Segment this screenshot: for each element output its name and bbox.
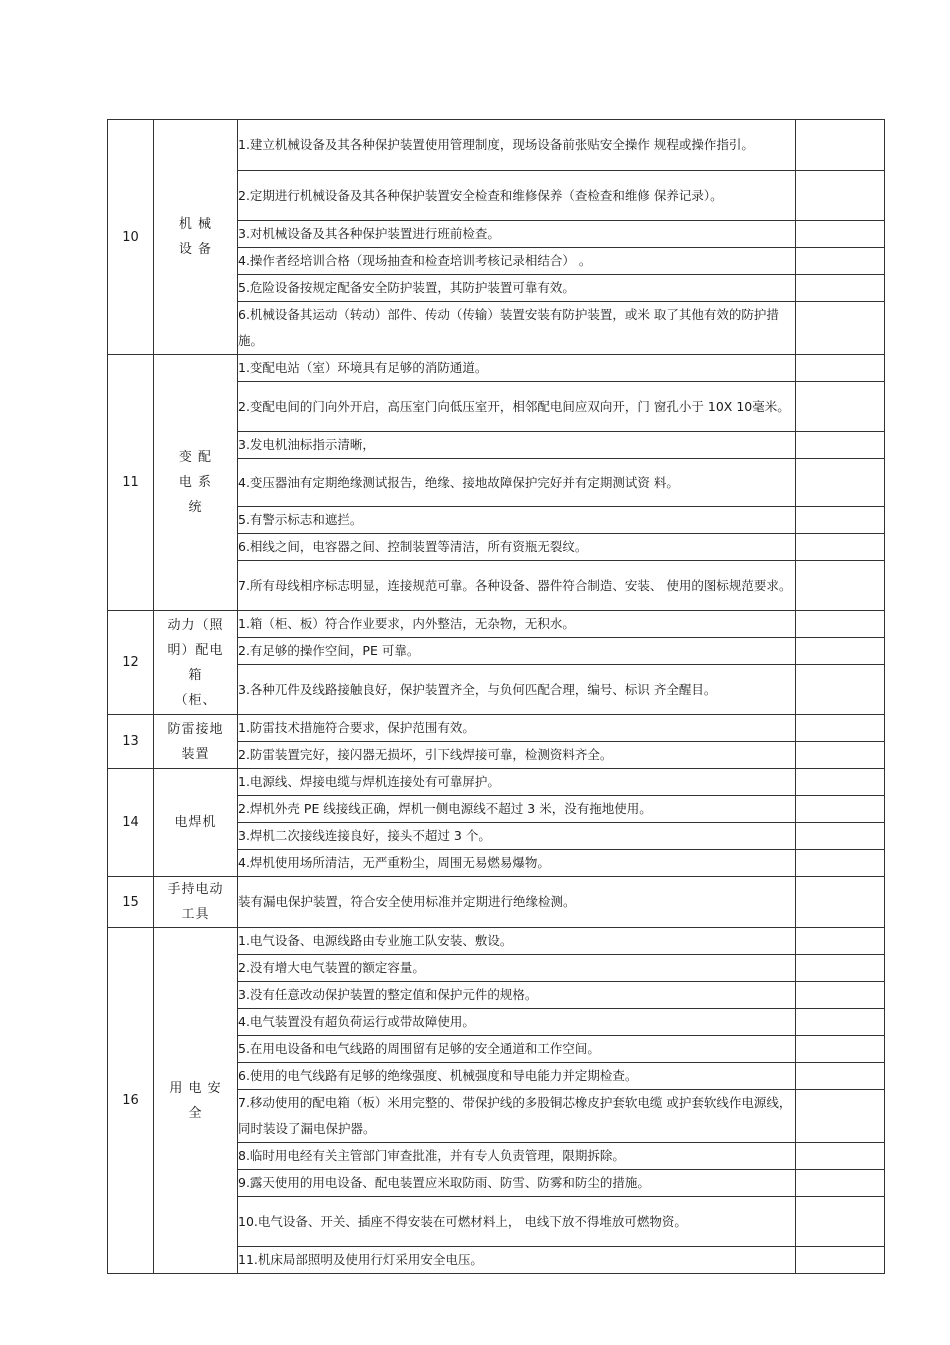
requirement-cell [238, 611, 796, 638]
requirement-cell [238, 982, 796, 1009]
result-cell [796, 1036, 885, 1063]
category-cell [154, 611, 238, 715]
requirement-text: 1.防雷技术措施符合要求，保护范围有效。 [238, 720, 475, 735]
category-cell [154, 928, 238, 1274]
requirement-text: 5.危险设备按规定配备安全防护装置，其防护装置可靠有效。 [238, 280, 575, 295]
category-label: 机 械 设 备 [178, 217, 213, 257]
requirement-text: 2.有足够的操作空间，PE 可靠。 [238, 643, 420, 658]
requirement-cell [238, 275, 796, 302]
result-cell [796, 665, 885, 715]
item-number: 15 [108, 877, 154, 928]
requirement-text: 11.机床局部照明及使用行灯采用安全电压。 [238, 1252, 483, 1267]
category-label: 变 配 电 系 统 [178, 450, 213, 515]
requirement-cell [238, 665, 796, 715]
table-row [108, 355, 885, 382]
requirement-cell [238, 561, 796, 611]
requirement-cell [238, 1247, 796, 1274]
category-cell [154, 355, 238, 611]
result-cell [796, 823, 885, 850]
requirement-cell [238, 742, 796, 769]
category-label: 用 电 安 全 [169, 1080, 222, 1121]
item-number: 13 [108, 715, 154, 769]
requirement-text: 装有漏电保护装置，符合安全使用标准并定期进行绝缘检测。 [238, 894, 576, 909]
category-cell [154, 769, 238, 877]
requirement-cell [238, 302, 796, 355]
result-cell [796, 507, 885, 534]
result-cell [796, 302, 885, 355]
requirement-text: 9.露天使用的用电设备、配电装置应米取防雨、防雪、防雾和防尘的措施。 [238, 1175, 650, 1190]
requirement-cell [238, 1090, 796, 1143]
requirement-text: 4.电气装置没有超负荷运行或带故障使用。 [238, 1014, 475, 1029]
result-cell [796, 120, 885, 171]
result-cell [796, 715, 885, 742]
result-cell [796, 769, 885, 796]
requirement-text: 1.电源线、焊接电缆与焊机连接处有可靠屏护。 [238, 774, 500, 789]
requirement-text: 3.发电机油标指示清晰， [238, 437, 375, 452]
requirement-text: 4.变压器油有定期绝缘测试报告，绝缘、接地故障保护完好并有定期测试资 料。 [238, 474, 679, 490]
result-cell [796, 955, 885, 982]
result-cell [796, 221, 885, 248]
table-row [108, 120, 885, 171]
requirement-cell [238, 221, 796, 248]
result-cell [796, 850, 885, 877]
requirement-text: 2.没有增大电气装置的额定容量。 [238, 960, 425, 975]
requirement-text: 1.建立机械设备及其各种保护装置使用管理制度，现场设备前张贴安全操作 规程或操作指引。 [238, 137, 754, 152]
result-cell [796, 1247, 885, 1274]
requirement-cell [238, 638, 796, 665]
item-number: 12 [108, 611, 154, 715]
requirement-text: 4.焊机使用场所清洁，无严重粉尘，周围无易燃易爆物。 [238, 855, 550, 870]
item-number: 10 [108, 120, 154, 355]
category-cell [154, 877, 238, 928]
table-row [108, 769, 885, 796]
result-cell [796, 275, 885, 302]
requirement-text: 6.使用的电气线路有足够的绝缘强度、机械强度和导电能力并定期检查。 [238, 1068, 638, 1083]
requirement-text: 3.各种兀件及线路接触良好，保护装置齐全，与负何匹配合理，编号、标识 齐全醒目。 [238, 681, 717, 697]
result-cell [796, 561, 885, 611]
requirement-cell [238, 534, 796, 561]
requirement-cell [238, 120, 796, 171]
item-number: 14 [108, 769, 154, 877]
requirement-cell [238, 382, 796, 432]
requirement-text: 1.箱（柜、板）符合作业要求，内外整洁，无杂物，无积水。 [238, 616, 575, 631]
requirement-text: 7.移动使用的配电箱（板）米用完整的、带保护线的多股铜芯橡皮护套软电缆 或护套软线作电源线，同时装设了漏电保护器。 [238, 1095, 792, 1136]
requirement-text: 7.所有母线相序标志明显，连接规范可靠。各种设备、器件符合制造、安装、 使用的图标规范要求。 [238, 577, 792, 593]
requirement-cell [238, 1143, 796, 1170]
requirement-text: 3.对机械设备及其各种保护装置进行班前检查。 [238, 226, 500, 241]
table-row [108, 611, 885, 638]
requirement-cell [238, 928, 796, 955]
requirement-cell [238, 1009, 796, 1036]
requirement-cell [238, 1197, 796, 1247]
result-cell [796, 1090, 885, 1143]
table-row [108, 928, 885, 955]
requirement-cell [238, 355, 796, 382]
requirement-text: 5.有警示标志和遮拦。 [238, 512, 363, 527]
result-cell [796, 1170, 885, 1197]
category-label: 防雷接地 装置 [167, 721, 224, 762]
result-cell [796, 611, 885, 638]
result-cell [796, 1143, 885, 1170]
requirement-cell [238, 955, 796, 982]
category-label: 电焊机 [174, 815, 217, 830]
result-cell [796, 982, 885, 1009]
requirement-text: 2.变配电间的门向外开启，高压室门向低压室开，相邻配电间应双向开，门 窗孔小于 10X 10毫米。 [238, 398, 790, 414]
requirement-cell [238, 769, 796, 796]
result-cell [796, 877, 885, 928]
requirement-cell [238, 432, 796, 459]
requirement-cell [238, 507, 796, 534]
requirement-text: 8.临时用电经有关主管部门审查批准，并有专人负责管理，限期拆除。 [238, 1148, 625, 1163]
requirement-text: 2.焊机外壳 PE 线接线正确，焊机一侧电源线不超过 3 米，没有拖地使用。 [238, 801, 652, 816]
result-cell [796, 1197, 885, 1247]
result-cell [796, 1063, 885, 1090]
requirement-text: 1.变配电站（室）环境具有足够的消防通道。 [238, 360, 488, 375]
requirement-cell [238, 459, 796, 507]
table-row [108, 715, 885, 742]
result-cell [796, 796, 885, 823]
result-cell [796, 432, 885, 459]
requirement-cell [238, 171, 796, 221]
inspection-table [107, 119, 885, 1274]
requirement-cell [238, 877, 796, 928]
requirement-cell [238, 1063, 796, 1090]
result-cell [796, 355, 885, 382]
item-number: 16 [108, 928, 154, 1274]
requirement-text: 5.在用电设备和电气线路的周围留有足够的安全通道和工作空间。 [238, 1041, 600, 1056]
result-cell [796, 534, 885, 561]
result-cell [796, 742, 885, 769]
table-row [108, 877, 885, 928]
requirement-cell [238, 1170, 796, 1197]
requirement-text: 6.相线之间，电容器之间、控制装置等清洁，所有资瓶无裂纹。 [238, 539, 588, 554]
result-cell [796, 382, 885, 432]
category-label: 动力（照 明）配电 箱 （柜、 [167, 617, 224, 708]
requirement-text: 10.电气设备、开关、插座不得安装在可燃材料上， 电线下放不得堆放可燃物资。 [238, 1213, 687, 1229]
requirement-text: 1.电气设备、电源线路由专业施工队安装、敷设。 [238, 933, 513, 948]
category-cell [154, 120, 238, 355]
category-label: 手持电动 工具 [167, 882, 224, 922]
requirement-text: 2.定期进行机械设备及其各种保护装置安全检查和维修保养（查检查和维修 保养记录）。 [238, 187, 723, 203]
inspection-table-body [108, 120, 885, 1274]
result-cell [796, 928, 885, 955]
requirement-text: 3.焊机二次接线连接良好，接头不超过 3 个。 [238, 828, 491, 843]
requirement-cell [238, 823, 796, 850]
requirement-cell [238, 1036, 796, 1063]
requirement-text: 6.机械设备其运动（转动）部件、传动（传输）装置安装有防护装置，或米 取了其他有效的防护措施。 [238, 307, 779, 348]
requirement-text: 3.没有任意改动保护装置的整定值和保护元件的规格。 [238, 987, 538, 1002]
category-cell [154, 715, 238, 769]
result-cell [796, 1009, 885, 1036]
requirement-cell [238, 715, 796, 742]
item-number: 11 [108, 355, 154, 611]
requirement-cell [238, 248, 796, 275]
result-cell [796, 248, 885, 275]
result-cell [796, 459, 885, 507]
requirement-cell [238, 850, 796, 877]
requirement-text: 2.防雷装置完好，接闪器无损坏，引下线焊接可靠，检测资料齐全。 [238, 747, 613, 762]
requirement-cell [238, 796, 796, 823]
result-cell [796, 171, 885, 221]
result-cell [796, 638, 885, 665]
requirement-text: 4.操作者经培训合格（现场抽查和检查培训考核记录相结合） 。 [238, 253, 592, 268]
